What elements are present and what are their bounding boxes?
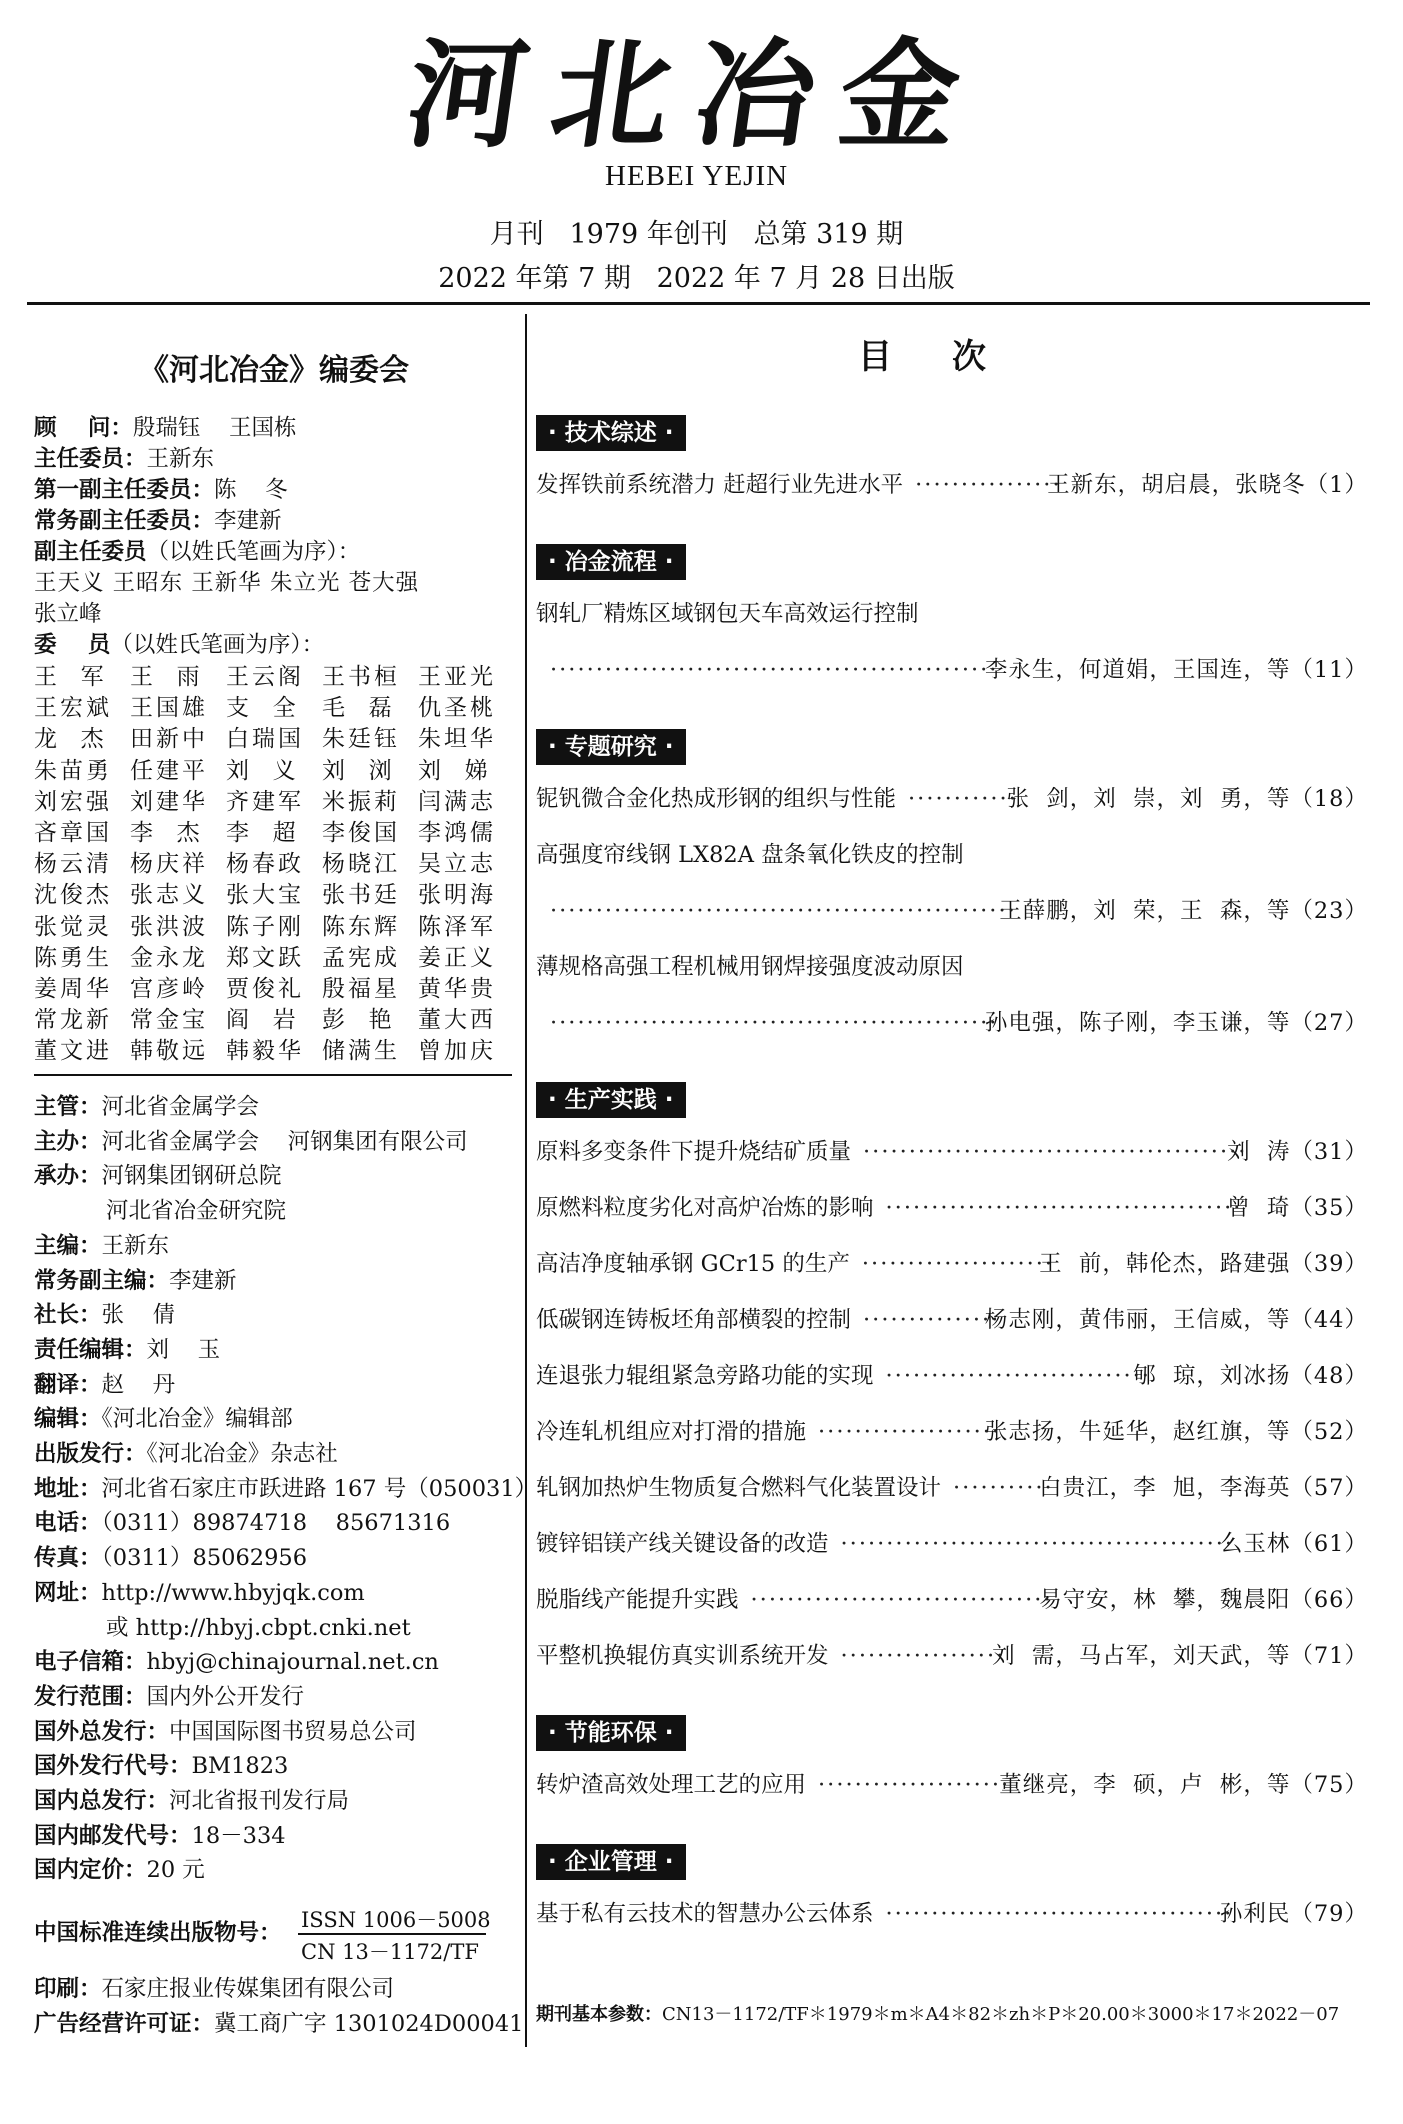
info-value: BM1823 [191, 1753, 289, 1780]
toc-entry-title: 钢轧厂精炼区域钢包天车高效运行控制 [536, 601, 919, 627]
info-value: 王新东 [101, 1232, 170, 1259]
cn-number: CN 13－1172/TF [301, 1940, 479, 1964]
member-name: 张明海 [418, 882, 496, 909]
member-name: 张志义 [130, 882, 208, 909]
info-row [34, 1092, 259, 1122]
info-value: 《河北冶金》编辑部 [101, 1406, 293, 1433]
info-value: 河北省冶金研究院 [106, 1198, 287, 1225]
toc-entry-authors: 易守安，林 攀，魏晨阳（66） [1039, 1587, 1368, 1613]
toc-entry-authors: 刘 涛（31） [1227, 1139, 1368, 1165]
info-row [34, 1751, 288, 1781]
member-name: 王书桓 [322, 664, 400, 690]
exec-vice-label: 常务副主任委员： [34, 508, 215, 534]
toc-leader-dots: ······································· [885, 1195, 1243, 1221]
info-row [34, 1855, 205, 1885]
info-value: 河北省金属学会 [101, 1094, 260, 1120]
first-vice-row [34, 475, 288, 505]
toc-entry-authors: 郇 琼，刘冰扬（48） [1133, 1363, 1368, 1389]
member-name: 郑文跃 [226, 944, 304, 971]
toc-entry-authors: 曾 琦（35） [1227, 1195, 1368, 1221]
member-name: 田新中 [130, 726, 208, 753]
toc-leader-dots: ································· [750, 1587, 1053, 1613]
info-label: 翻译： [34, 1371, 102, 1398]
info-row [34, 1439, 338, 1469]
member-name: 杨庆祥 [130, 851, 208, 878]
journal-pinyin: HEBEI YEJIN [604, 160, 789, 192]
toc-leader-dots: ··········································· [840, 1531, 1235, 1557]
toc-entry-title: 冷连轧机组应对打滑的措施 [536, 1419, 807, 1445]
info-value: 河北省金属学会 河钢集团有限公司 [101, 1128, 468, 1155]
info-row [34, 1370, 175, 1400]
member-name: 黄华贵 [418, 976, 496, 1003]
member-name: 殷福星 [322, 976, 400, 1003]
toc-leader-dots: ····················· [861, 1251, 1055, 1277]
member-name: 刘 义 [226, 757, 299, 784]
info-row [34, 1647, 439, 1677]
member-name: 龙 杰 [34, 726, 107, 753]
toc-title: 目次 [858, 337, 1046, 377]
info-value: http://www.hbyjqk.com [101, 1579, 365, 1606]
info-row [34, 1127, 468, 1157]
info-label: 主办： [34, 1128, 102, 1155]
members-header [34, 630, 324, 660]
member-name: 李 杰 [130, 820, 203, 847]
info-label: 责任编辑： [34, 1336, 147, 1363]
member-name: 毛 磊 [322, 695, 395, 722]
member-name: 韩毅华 [226, 1038, 304, 1065]
member-name: 姜正义 [418, 944, 496, 971]
member-name: 常金宝 [130, 1007, 208, 1034]
toc-entry-authors: 王新东，胡启晨，张晓冬（1） [1047, 472, 1368, 498]
toc-leader-dots: ················································· [550, 657, 999, 683]
member-name: 吴立志 [418, 851, 496, 878]
member-name: 王 军 [34, 664, 107, 690]
toc-leader-dots: ·········································· [863, 1139, 1248, 1165]
info-row [34, 1543, 307, 1573]
toc-entry-authors: 刘 需，马占军，刘天武，等（71） [992, 1643, 1368, 1669]
info-row [34, 1266, 237, 1296]
info-row [34, 1300, 175, 1330]
member-name: 朱苗勇 [34, 757, 112, 784]
toc-section-header: · 企业管理 · [536, 1844, 686, 1880]
member-name: 吝章国 [34, 820, 112, 847]
member-name: 陈勇生 [34, 944, 112, 971]
info-row [34, 1231, 169, 1261]
info-row [34, 1786, 349, 1816]
top-rule [27, 302, 1370, 305]
advisors-row [34, 413, 296, 443]
member-name: 张觉灵 [34, 913, 112, 940]
toc-entry-authors: 么玉林（61） [1219, 1531, 1368, 1557]
member-name: 陈子刚 [226, 913, 304, 940]
member-name: 阎 岩 [226, 1007, 299, 1034]
member-name: 常龙新 [34, 1007, 112, 1034]
info-label: 国外总发行： [34, 1718, 170, 1745]
info-label: 主编： [34, 1232, 102, 1259]
info-value: 刘 玉 [146, 1336, 221, 1363]
printer-value: 石家庄报业传媒集团有限公司 [101, 1976, 395, 2002]
info-value: 李建新 [169, 1267, 237, 1294]
toc-section-header: · 节能环保 · [536, 1715, 686, 1751]
member-name: 朱廷钰 [322, 726, 400, 753]
toc-leader-dots: ················································· [550, 1010, 999, 1036]
toc-leader-dots: ····························· [885, 1363, 1151, 1389]
toc-entry-title: 低碳钢连铸板坯角部横裂的控制 [536, 1307, 852, 1333]
member-name: 董文进 [34, 1038, 112, 1065]
info-value: 赵 丹 [101, 1371, 176, 1398]
info-value: （0311）89874718 85671316 [101, 1510, 451, 1537]
info-row [34, 1717, 417, 1747]
info-label: 出版发行： [34, 1441, 147, 1467]
info-label: 网址： [34, 1579, 102, 1606]
toc-leader-dots: ······································ [885, 1901, 1234, 1927]
advisors-value: 殷瑞钰 王国栋 [132, 415, 297, 441]
toc-leader-dots: ·················· [840, 1643, 1006, 1669]
issn-label: 中国标准连续出版物号： [34, 1920, 282, 1946]
toc-entry-title: 平整机换辊仿真实训系统开发 [536, 1643, 829, 1669]
member-name: 彭 艳 [322, 1007, 395, 1034]
issn-fraction-line [298, 1933, 486, 1935]
toc-section-header: · 技术综述 · [536, 415, 686, 451]
info-row [34, 1613, 411, 1643]
toc-entry-title: 基于私有云技术的智慧办公云体系 [536, 1901, 874, 1927]
printer-label: 印刷： [34, 1976, 102, 2002]
toc-entry-title: 高强度帘线钢 LX82A 盘条氧化铁皮的控制 [536, 842, 964, 868]
info-row [34, 1335, 220, 1365]
journal-logo: 河北冶金 [398, 25, 995, 164]
issn-row [34, 1918, 282, 1948]
member-name: 张书廷 [322, 882, 400, 909]
info-label: 国内邮发代号： [34, 1822, 192, 1849]
member-name: 杨春政 [226, 851, 304, 878]
info-row [34, 1474, 537, 1504]
info-row [34, 1161, 282, 1191]
chair-row [34, 444, 214, 474]
ad-license-value: 冀工商广字 1301024D00041 [214, 2011, 524, 2037]
toc-entry-authors: 李永生，何道娟，王国连，等（11） [984, 657, 1368, 683]
info-row [34, 1578, 365, 1608]
member-name: 金永龙 [130, 944, 208, 971]
printer-row [34, 1974, 394, 2004]
toc-leader-dots: ············ [908, 786, 1018, 812]
member-name: 任建平 [130, 757, 208, 784]
member-name: 孟宪成 [322, 944, 400, 971]
info-value: 张 倩 [101, 1302, 176, 1329]
toc-entry-title: 原燃料粒度劣化对高炉冶炼的影响 [536, 1195, 874, 1221]
issue-info: 2022 年第 7 期 2022 年 7 月 28 日出版 [438, 263, 955, 294]
member-name: 王 雨 [130, 664, 203, 690]
issn-number: ISSN 1006－5008 [301, 1908, 491, 1932]
member-name: 陈泽军 [418, 913, 496, 940]
member-name: 李俊国 [322, 820, 400, 847]
member-name: 齐建军 [226, 788, 304, 815]
toc-section-header: · 冶金流程 · [536, 544, 686, 580]
info-value: 河北省报刊发行局 [169, 1788, 350, 1814]
toc-entry-authors: 张志扬，牛延华，赵红旗，等（52） [984, 1419, 1368, 1445]
info-label: 发行范围： [34, 1683, 147, 1710]
member-name: 王亚光 [418, 664, 496, 690]
info-label: 常务副主编： [34, 1267, 170, 1294]
vice-chair-label: 副主任委员 [34, 539, 147, 565]
toc-leader-dots: ··············· [863, 1307, 1001, 1333]
info-row [34, 1508, 450, 1538]
toc-leader-dots: ················ [915, 472, 1062, 498]
member-name: 闫满志 [418, 788, 496, 815]
info-row [34, 1196, 286, 1226]
members-grid [34, 662, 514, 1068]
advisors-label: 顾 问： [34, 415, 133, 441]
member-name: 王国雄 [130, 695, 208, 722]
first-vice-value: 陈 冬 [214, 477, 288, 503]
member-name: 王宏斌 [34, 695, 112, 722]
ad-license-label: 广告经营许可证： [34, 2011, 215, 2037]
member-name: 韩敬远 [130, 1038, 208, 1065]
member-name: 沈俊杰 [34, 882, 112, 909]
toc-entry-title: 转炉渣高效处理工艺的应用 [536, 1772, 807, 1798]
member-name: 张洪波 [130, 913, 208, 940]
info-value: （0311）85062956 [101, 1545, 308, 1572]
journal-parameters [536, 2000, 1339, 2026]
info-value: 河北省石家庄市跃进路 167 号（050031） [101, 1475, 538, 1502]
chair-value: 王新东 [146, 446, 215, 472]
info-label: 电子信箱： [34, 1649, 147, 1676]
info-row [34, 1821, 286, 1851]
member-name: 储满生 [322, 1038, 400, 1065]
info-label: 社长： [34, 1302, 102, 1329]
member-name: 李鸿儒 [418, 820, 496, 847]
toc-leader-dots: ···················· [818, 1419, 1002, 1445]
board-title: 《河北冶金》编委会 [139, 353, 409, 388]
toc-leader-dots: ····················· [818, 1772, 1011, 1798]
vice-chair-note: （以姓氏笔画为序）： [146, 539, 361, 565]
toc-entry-authors: 孙利民（79） [1219, 1901, 1368, 1927]
toc-entry-authors: 白贵江，李 旭，李海英（57） [1039, 1475, 1368, 1501]
info-value: 河钢集团钢研总院 [101, 1163, 282, 1190]
member-name: 曾加庆 [418, 1038, 496, 1065]
vice-chair-header [34, 537, 360, 567]
member-name: 杨云清 [34, 851, 112, 878]
info-label: 主管： [34, 1094, 102, 1120]
params-label: 期刊基本参数： [536, 2004, 662, 2025]
member-name: 陈东辉 [322, 913, 400, 940]
member-name: 支 全 [226, 695, 299, 722]
info-value: 《河北冶金》杂志社 [146, 1441, 338, 1467]
member-name: 杨晓江 [322, 851, 400, 878]
toc-leader-dots: ··········· [953, 1475, 1054, 1501]
vice-chair-names: 王天义 王昭东 王新华 朱立光 苍大强 [34, 570, 420, 596]
toc-entry-title: 镀锌铝镁产线关键设备的改造 [536, 1531, 829, 1557]
member-name: 王云阁 [226, 664, 304, 690]
toc-entry-title: 轧钢加热炉生物质复合燃料气化装置设计 [536, 1475, 942, 1501]
info-label: 传真： [34, 1545, 102, 1572]
member-name: 朱坦华 [418, 726, 496, 753]
masthead [0, 0, 1393, 300]
column-divider [525, 314, 527, 2047]
member-name: 白瑞国 [226, 726, 304, 753]
toc-section-header: · 专题研究 · [536, 729, 686, 765]
info-label: 地址： [34, 1475, 102, 1502]
member-name: 董大西 [418, 1007, 496, 1034]
member-name: 仇圣桃 [418, 695, 496, 722]
info-value: 20 元 [146, 1857, 205, 1884]
info-value: 中国国际图书贸易总公司 [169, 1718, 417, 1745]
member-name: 米振莉 [322, 788, 400, 815]
info-value: hbyj@chinajournal.net.cn [146, 1649, 439, 1676]
exec-vice-value: 李建新 [214, 508, 282, 534]
toc-entry-title: 原料多变条件下提升烧结矿质量 [536, 1139, 852, 1165]
toc-entry-title: 发挥铁前系统潜力 赶超行业先进水平 [536, 472, 904, 498]
member-name: 宫彦岭 [130, 976, 208, 1003]
info-value: 国内外公开发行 [146, 1683, 305, 1710]
info-value: 18－334 [191, 1822, 286, 1849]
toc-entry-authors: 王 前，韩伦杰，路建强（39） [1039, 1251, 1368, 1277]
info-label: 编辑： [34, 1406, 102, 1433]
members-label: 委 员 [34, 632, 111, 658]
publication-info: 月刊 1979 年创刊 总第 319 期 [489, 219, 904, 250]
member-name: 李 超 [226, 820, 299, 847]
member-name: 贾俊礼 [226, 976, 304, 1003]
toc-entry-authors: 董继亮，李 硕，卢 彬，等（75） [999, 1772, 1368, 1798]
member-name: 刘 娣 [418, 757, 491, 784]
exec-vice-row [34, 506, 282, 536]
info-label: 国外发行代号： [34, 1753, 192, 1780]
members-note: （以姓氏笔画为序）： [110, 632, 325, 658]
info-value: 或 http://hbyj.cbpt.cnki.net [106, 1614, 411, 1641]
member-name: 刘建华 [130, 788, 208, 815]
toc-entry-title: 连退张力辊组紧急旁路功能的实现 [536, 1363, 874, 1389]
member-name: 姜周华 [34, 976, 112, 1003]
member-name: 刘宏强 [34, 788, 112, 815]
info-row [34, 1682, 304, 1712]
info-label: 国内总发行： [34, 1788, 170, 1814]
info-label: 承办： [34, 1163, 102, 1190]
toc-entry-authors: 杨志刚，黄伟丽，王信威，等（44） [984, 1307, 1368, 1333]
first-vice-label: 第一副主任委员： [34, 477, 215, 503]
info-row [34, 1404, 293, 1434]
params-value: CN13－1172/TF＊1979＊m＊A4＊82＊zh＊P＊20.00＊3000＊17＊2022－07 [662, 2004, 1340, 2025]
toc-entry-authors: 王薛鹏，刘 荣，王 森，等（23） [999, 898, 1368, 924]
ad-license-row [34, 2009, 524, 2039]
toc-entry-authors: 张 剑，刘 崇，刘 勇，等（18） [1006, 786, 1368, 812]
vice-chair-names-2: 张立峰 [34, 601, 102, 627]
toc-section-header: · 生产实践 · [536, 1082, 686, 1118]
member-name: 张大宝 [226, 882, 304, 909]
toc-entry-authors: 孙电强，陈子刚，李玉谦，等（27） [984, 1010, 1368, 1036]
toc-entry-title: 薄规格高强工程机械用钢焊接强度波动原因 [536, 954, 964, 980]
toc-leader-dots: ··················································· [550, 898, 1017, 924]
left-divider [34, 1074, 512, 1076]
toc-entry-title: 铌钒微合金化热成形钢的组织与性能 [536, 786, 897, 812]
info-label: 国内定价： [34, 1857, 147, 1884]
toc-entry-title: 脱脂线产能提升实践 [536, 1587, 739, 1613]
member-name: 刘 浏 [322, 757, 395, 784]
chair-label: 主任委员： [34, 446, 147, 472]
info-label: 电话： [34, 1510, 102, 1537]
toc-entry-title: 高洁净度轴承钢 GCr15 的生产 [536, 1251, 850, 1277]
